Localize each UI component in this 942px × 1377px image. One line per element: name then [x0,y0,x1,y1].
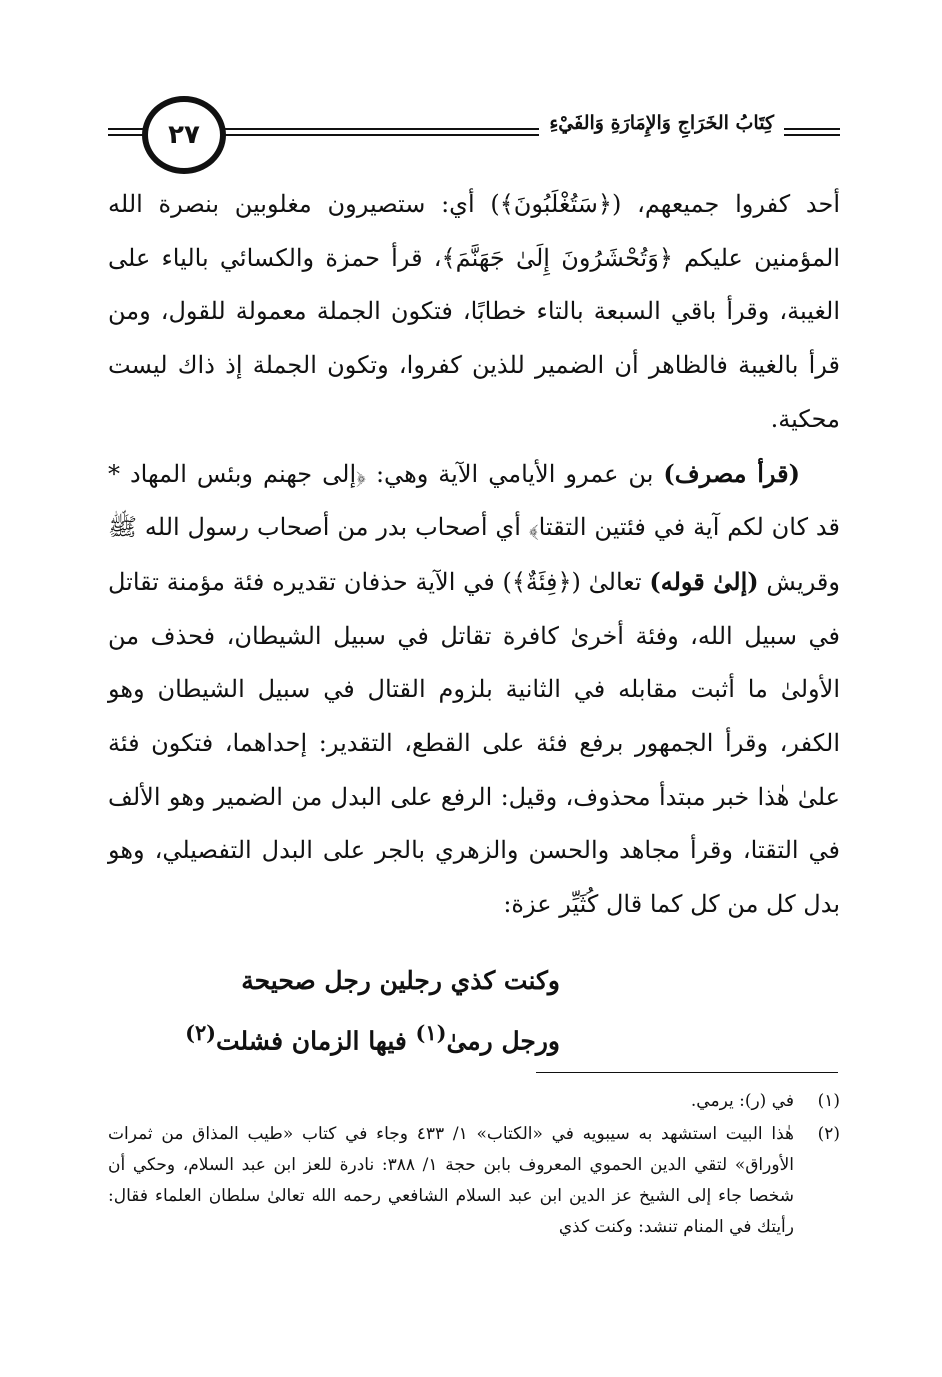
main-text [108,178,840,932]
paragraph-1: أحد كفروا جميعهم، (﴿سَتُغْلَبُونَ﴾) أي: ستصيرون مغلوبين بنصرة الله المؤمنين عليكم ﴿وَتُحْشَرُونَ إِلَىٰ جَهَنَّمَ﴾، قرأ حمزة والكسائي بالياء على الغيبة، وقرأ باقي السبعة بالتاء خطابًا، فتكون الجملة معمولة للقول، ومن قرأ بالغيبة فالظاهر أن الضمير للذين كفروا، وتكون الجملة إذ ذاك ليست محكية. [108,190,840,433]
verse-line-2-a: ورجل رمىٰ [446,1026,560,1056]
footnote-number: (٢) [817,1124,840,1144]
footnote-text: هٰذا البيت استشهد به سيبويه في «الكتاب» ١/ ٤٣٣ وجاء في كتاب «طيب المذاق من ثمرات الأوراق» لتقي الدين الحموي المعروف بابن حجة ١/ ٣٨٨: نادرة للعز ابن عبد السلام، وحكي أن شخصا جاء إلى الشيخ عز الدين ابن عبد السلام الشافعي رحمه الله تعالىٰ سلطان العلماء فقال: رأيتك في المنام تنشد: وكنت كذي [108,1124,794,1237]
verse-line-2-b: فيها الزمان فشلت [215,1026,416,1056]
footnote-number: (١) [817,1091,840,1111]
footnote-2 [108,1119,840,1243]
footnote-marker-2: (٢) [185,1020,216,1045]
page-header [108,96,840,166]
paragraph-2 [108,447,840,932]
footnote-marker-1: (١) [415,1020,447,1045]
paragraph-2-text-b: تعالىٰ (﴿فِئَةٌ﴾) في الآية حذفان تقديره فئة مؤمنة تقاتل في سبيل الله، وفئة أخرىٰ كافرة تقاتل في سبيل الشيطان، فحذف من الأولىٰ ما أثبت مقابله في الثانية بلزوم القتال في سبيل الشيطان وهو الكفر، وقرأ الجمهور برفع فئة على القطع، التقدير: إحداهما، فتكون فئة علىٰ هٰذا خبر مبتدأ محذوف، وقيل: الرفع على البدل من الضمير وهو الألف في التقتا، وقرأ مجاهد والحسن والزهري بالجر على البدل التفصيلي، وهو بدل كل من كل كما قال كُثَيِّر عزة: [108,567,840,919]
poem-verse [150,955,560,1059]
bold-reading-label: (قرأ مصرف) [663,458,800,488]
bold-until-label: (إلىٰ قوله) [649,566,759,596]
footnotes [108,1086,840,1243]
verse-line-2 [150,1007,560,1059]
verse-line-1: وكنت كذي رجلين رجل صحيحة [241,966,560,995]
footnote-separator [536,1072,838,1073]
running-title: كِتَابُ الخَرَاجِ وَالإِمَارَةِ وَالفَيْءِ [539,108,784,138]
footnote-1 [108,1086,840,1117]
page-number: ٢٧ [142,96,226,174]
footnote-text: في (ر): يرمي. [690,1091,794,1111]
paragraph-2-text-a: بن عمرو الأيامي الآية وهي: ﴿إلى جهنم وبئس المهاد * قد كان لكم آية في فئتين التقتا﴾ أي أصحاب بدر من أصحاب رسول الله ﷺ وقريش [108,459,840,596]
